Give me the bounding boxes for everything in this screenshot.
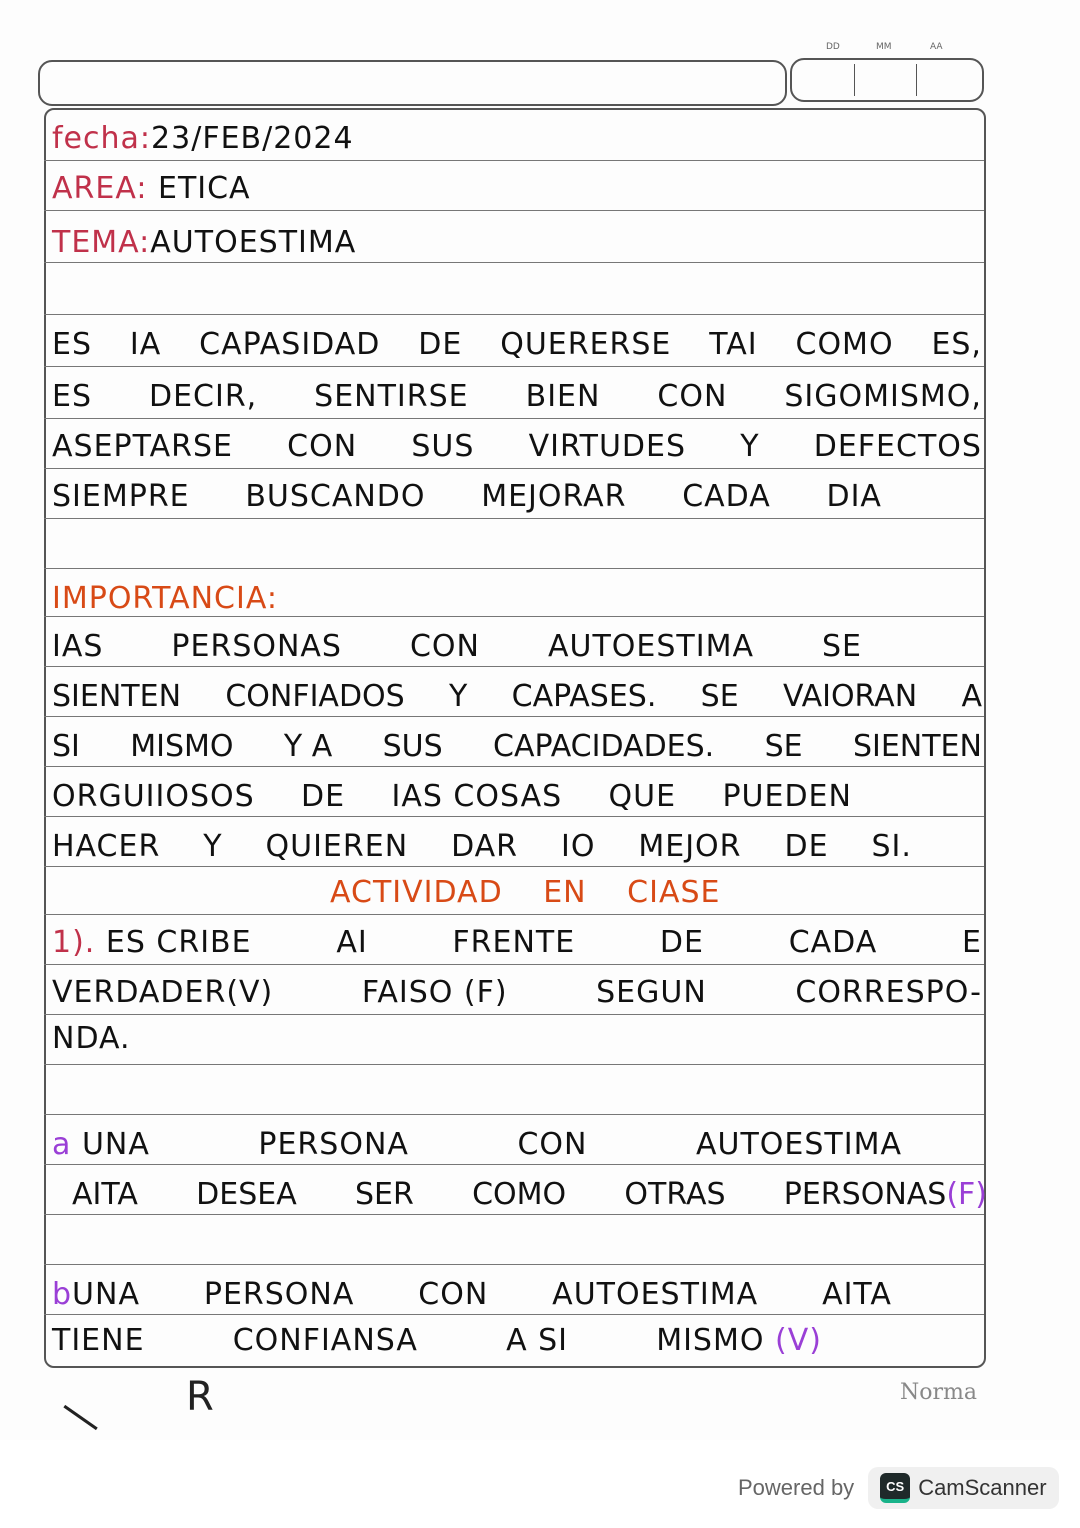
camscanner-logo-icon: CS (880, 1473, 910, 1503)
word: DEFECTOS (813, 429, 982, 464)
word: PERSONA (203, 1277, 355, 1312)
word: HACER (52, 829, 161, 864)
camscanner-badge (868, 1467, 1058, 1509)
word: SUS (411, 429, 475, 464)
area-label: AREA: (52, 171, 148, 206)
word: QUE (608, 779, 677, 814)
notebook-brand-logo: Norma (900, 1380, 977, 1405)
word: Y A (283, 729, 333, 764)
fecha-label: fecha: (52, 121, 152, 156)
date-label-mm: MM (876, 42, 892, 52)
camscanner-watermark (738, 1465, 1059, 1511)
word: A SI (506, 1323, 569, 1358)
word: PERSONAS (171, 629, 342, 664)
pen-stroke-mark: — (49, 1381, 115, 1450)
word: Y (449, 679, 468, 714)
rule-line (44, 816, 984, 817)
item-b-letter: b (52, 1277, 73, 1312)
word: DE (301, 779, 346, 814)
word: VAIORAN (782, 679, 918, 714)
word: CAPACIDADES. (493, 729, 715, 764)
rule-line (44, 160, 984, 161)
word: SUS (382, 729, 443, 764)
word: VERDADER(V) (52, 975, 274, 1010)
actividad-title: ACTIVIDAD EN CIASE (330, 875, 721, 910)
date-separator (854, 64, 855, 96)
word: SIENTEN (52, 679, 182, 714)
word: DIA (826, 479, 882, 514)
word: CONFIANSA (232, 1323, 418, 1358)
word: VIRTUDES (528, 429, 687, 464)
word: MISMO (130, 729, 234, 764)
word: AI (336, 925, 368, 960)
word: FAISO (F) (361, 975, 508, 1010)
importancia-line-2 (52, 680, 982, 714)
word: DAR (451, 829, 519, 864)
rule-line (44, 616, 984, 617)
word: QUIEREN (265, 829, 409, 864)
importancia-line-3 (52, 730, 982, 764)
rule-line (44, 366, 984, 367)
word: CON (287, 429, 358, 464)
rule-line (44, 1214, 984, 1215)
rule-line (44, 518, 984, 519)
word: IO (560, 829, 596, 864)
instruction-line-2 (52, 976, 982, 1010)
word: CON (418, 1277, 489, 1312)
word: DESEA (196, 1177, 297, 1212)
rule-line (44, 1314, 984, 1315)
importancia-line-4 (52, 780, 852, 814)
word: DE (784, 829, 829, 864)
word: BIEN (525, 379, 601, 414)
word: FRENTE (452, 925, 576, 960)
word: PERSONA (258, 1127, 409, 1162)
fecha-value: 23/FEB/2024 (151, 121, 354, 156)
rule-line (44, 1164, 984, 1165)
rule-line (44, 468, 984, 469)
word: Y (203, 829, 223, 864)
word: AITA (72, 1177, 138, 1212)
word: COMO (795, 327, 894, 362)
importancia-line-1 (52, 630, 862, 664)
tema-label: TEMA: (52, 225, 151, 260)
word: CON (517, 1127, 588, 1162)
rule-line (44, 418, 984, 419)
word: CORRESPO- (795, 975, 982, 1010)
rule-line (44, 1264, 984, 1265)
rule-line (44, 716, 984, 717)
rule-line (44, 210, 984, 211)
word: ES (52, 379, 92, 414)
item-a-line-1 (52, 1128, 902, 1162)
rule-line (44, 1064, 984, 1065)
word: DECIR, (148, 379, 258, 414)
word: IA (129, 327, 162, 362)
rule-line (44, 1014, 984, 1015)
word: CON (657, 379, 728, 414)
word: TAI (709, 327, 758, 362)
word: AUTOESTIMA (552, 1277, 759, 1312)
word: PUEDEN (722, 779, 852, 814)
word: CAPASIDAD (199, 327, 381, 362)
word: CADA (682, 479, 771, 514)
definition-line-2 (52, 380, 982, 414)
word: SI (52, 729, 80, 764)
item-b-line-1 (52, 1278, 892, 1312)
item-b-answer: (V) (775, 1323, 822, 1358)
word: Y (740, 429, 760, 464)
word: ES, (931, 327, 982, 362)
activity-number: 1). (52, 925, 96, 960)
word: COMO (472, 1177, 567, 1212)
word: SENTIRSE (314, 379, 469, 414)
rule-line (44, 262, 984, 263)
word: CONFIADOS (225, 679, 405, 714)
word: MEJORAR (481, 479, 627, 514)
area-value: ETICA (157, 171, 251, 206)
rule-line (44, 1114, 984, 1115)
word: SIEMPRE (52, 479, 190, 514)
rule-line (44, 314, 984, 315)
word: QUERERSE (500, 327, 672, 362)
word: MISMO (656, 1323, 765, 1358)
tema-row (52, 226, 982, 260)
item-a-answer: (F) (946, 1177, 987, 1212)
word: IAS (52, 629, 104, 664)
word: SI. (871, 829, 912, 864)
word: NDA. (52, 1021, 131, 1056)
item-a-letter: a (52, 1127, 72, 1162)
area-row (52, 172, 982, 206)
word: OTRAS (624, 1177, 726, 1212)
fecha-row (52, 122, 982, 156)
word: SE (822, 629, 862, 664)
item-a-line-2 (72, 1178, 987, 1212)
tema-value: AUTOESTIMA (150, 225, 357, 260)
word: SIENTEN (852, 729, 982, 764)
word: CAPASES. (511, 679, 657, 714)
item-b-line-2 (52, 1324, 822, 1358)
definition-line-1 (52, 328, 982, 362)
importancia-title: IMPORTANCIA: (52, 581, 278, 616)
word: IAS COSAS (391, 779, 563, 814)
date-label-dd: DD (826, 42, 840, 52)
word: ORGUIIOSOS (52, 779, 255, 814)
word: AITA (822, 1277, 892, 1312)
definition-line-4 (52, 480, 882, 514)
word: AUTOESTIMA (695, 1127, 902, 1162)
rule-line (44, 914, 984, 915)
word: BUSCANDO (245, 479, 426, 514)
instruction-line-3 (52, 1022, 982, 1056)
stray-letter: R (186, 1374, 214, 1420)
date-label-aa: AA (930, 42, 943, 52)
word: MEJOR (638, 829, 742, 864)
rule-line (44, 766, 984, 767)
word: PERSONAS (783, 1177, 947, 1212)
word: SER (354, 1177, 414, 1212)
word: SE (764, 729, 803, 764)
word: CON (409, 629, 480, 664)
word: SIGOMISMO, (784, 379, 982, 414)
definition-line-3 (52, 430, 982, 464)
word: ES (52, 327, 92, 362)
word: SE (700, 679, 739, 714)
date-separator (916, 64, 917, 96)
word: UNA (81, 1127, 150, 1162)
word: TIENE (52, 1323, 145, 1358)
date-box (790, 58, 984, 102)
word: SEGUN (596, 975, 707, 1010)
word: E (961, 925, 982, 960)
word: AUTOESTIMA (548, 629, 754, 664)
powered-by-text: Powered by (738, 1475, 855, 1500)
instruction-line-1 (52, 926, 982, 960)
rule-line (44, 964, 984, 965)
word: CADA (788, 925, 878, 960)
importancia-line-5 (52, 830, 912, 864)
camscanner-name: CamScanner (918, 1475, 1047, 1500)
word: UNA (72, 1277, 140, 1312)
title-box (38, 60, 787, 106)
word: ES CRIBE (105, 925, 252, 960)
rule-line (44, 666, 984, 667)
word: DE (418, 327, 463, 362)
rule-line (44, 568, 984, 569)
word: ASEPTARSE (52, 429, 233, 464)
word: DE (659, 925, 704, 960)
rule-line (44, 866, 984, 867)
word: A (961, 679, 982, 714)
